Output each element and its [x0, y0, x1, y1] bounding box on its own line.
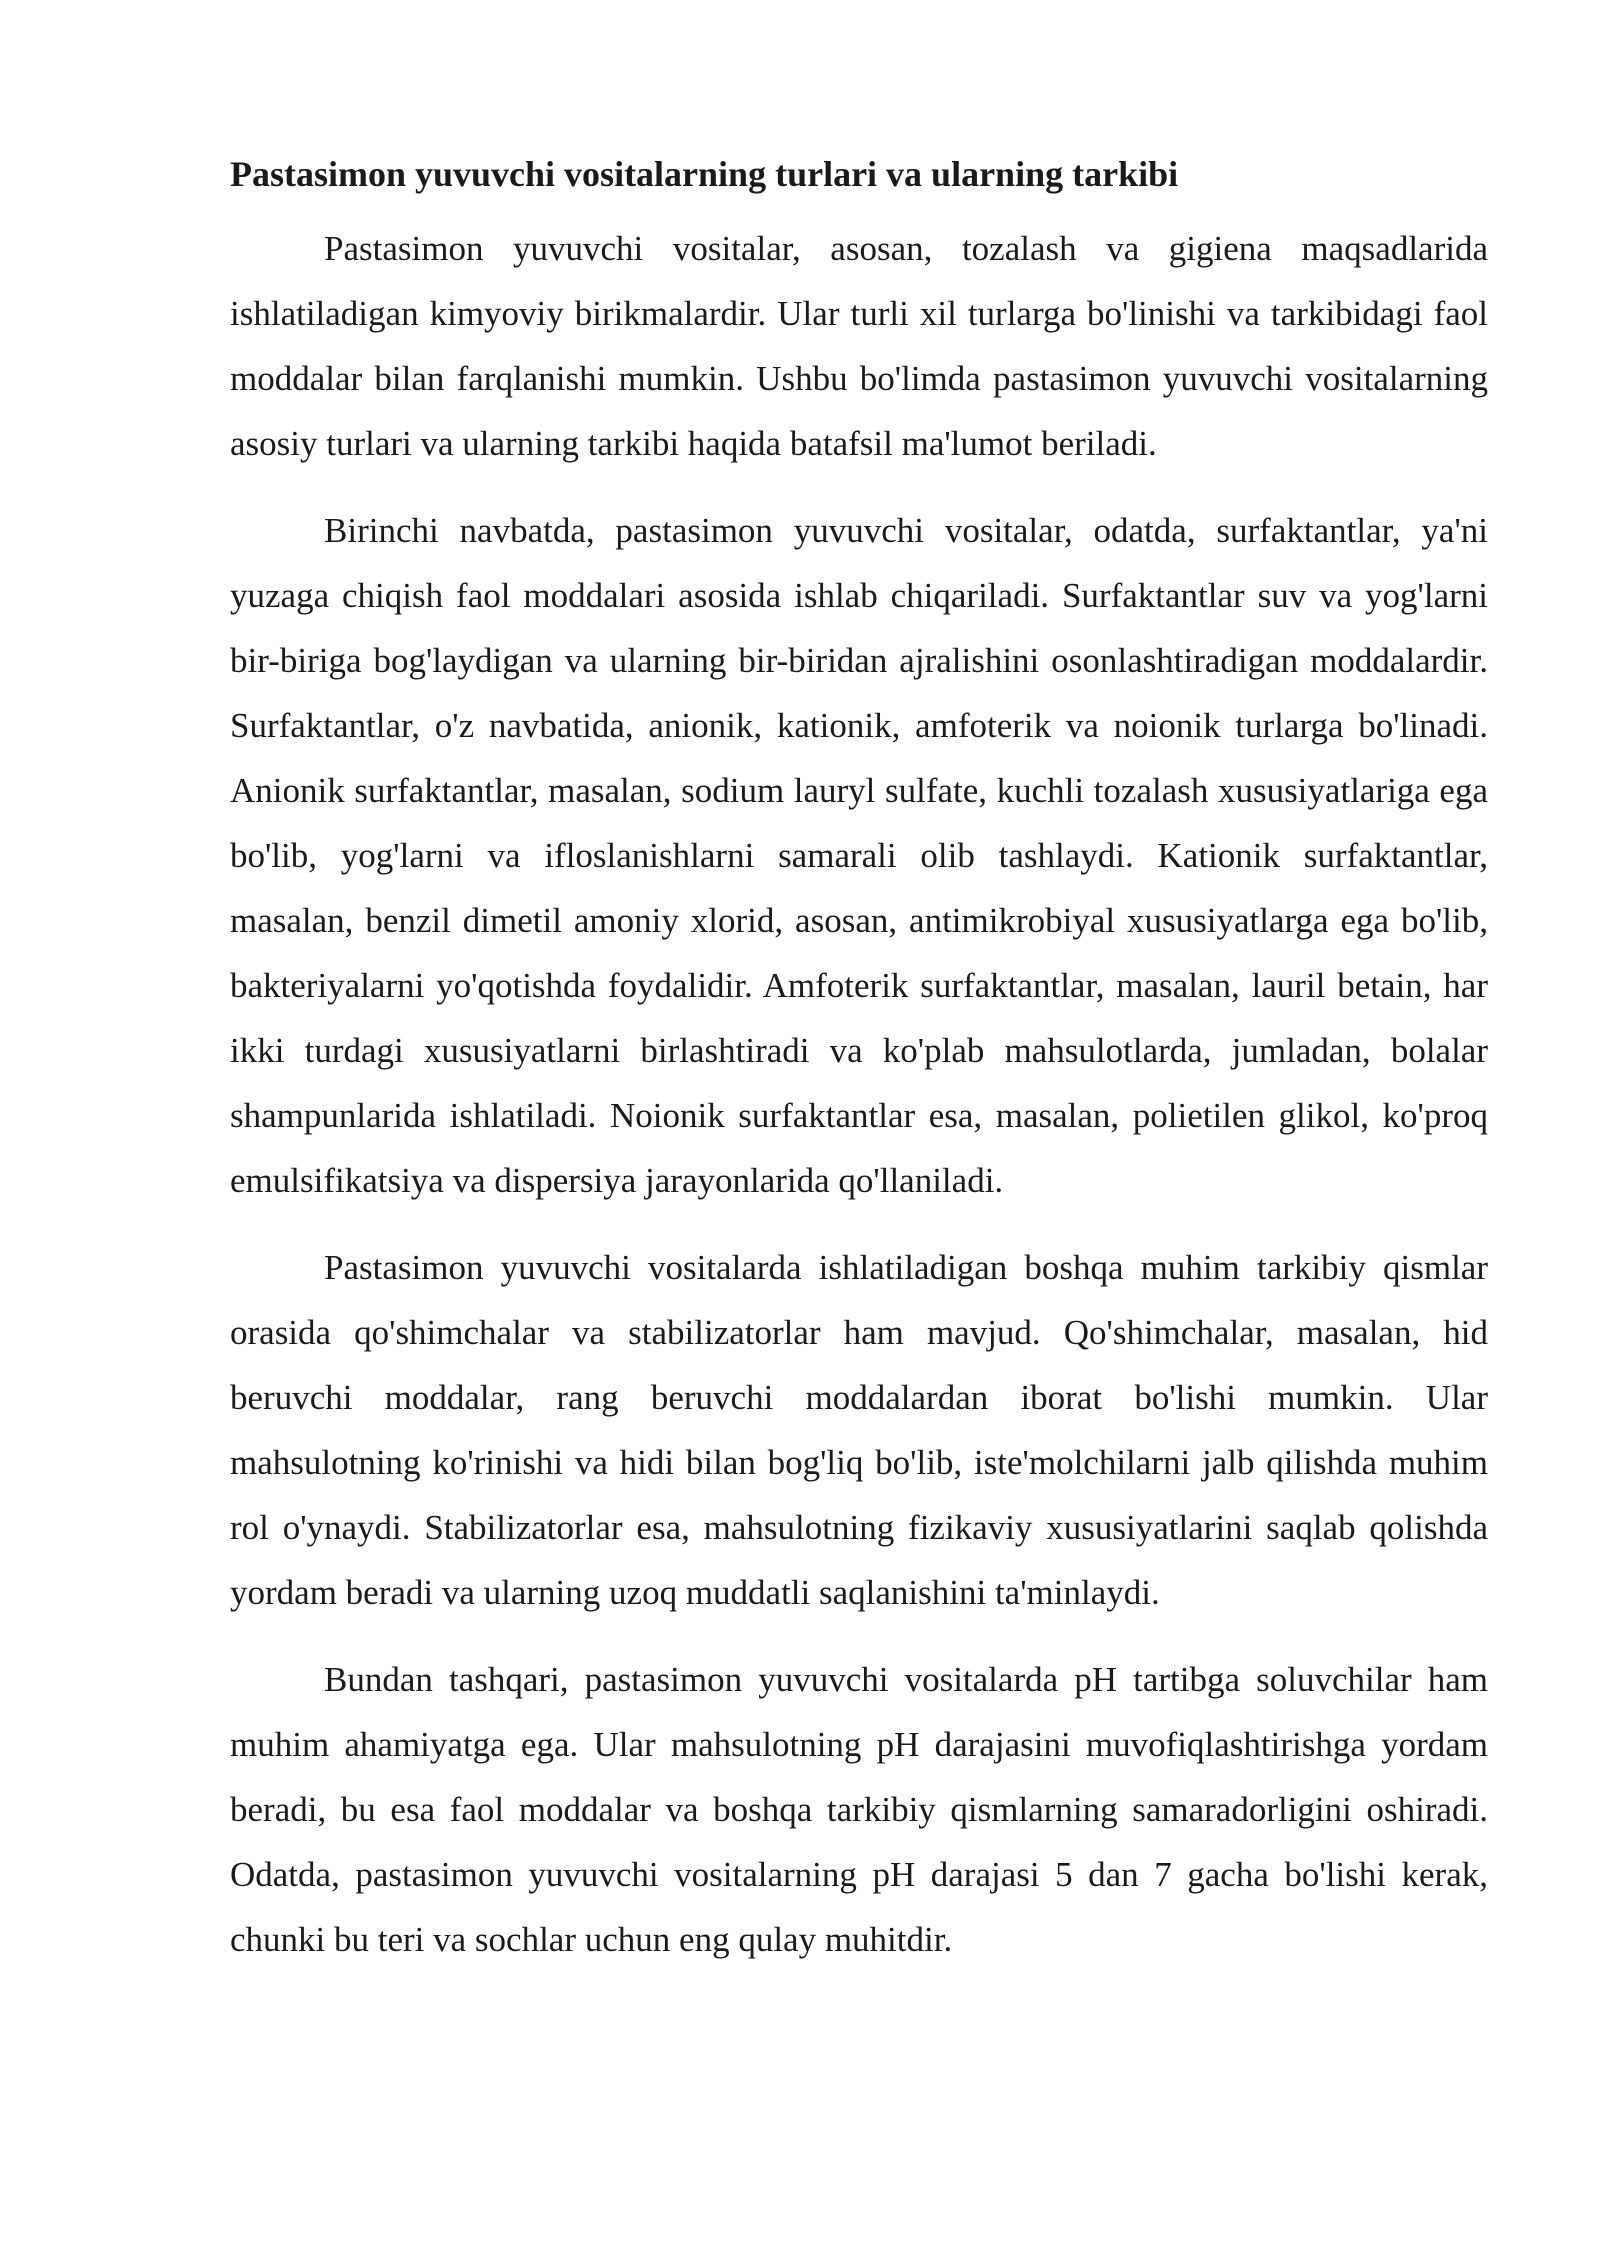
- document-title: Pastasimon yuvuvchi vositalarning turlari va ularning tarkibi: [230, 154, 1179, 194]
- paragraph-intro: Pastasimon yuvuvchi vositalar, asosan, tozalash va gigiena maqsadlarida ishlatiladigan kimyoviy birikmalardir. Ular turli xil turlarga bo'linishi va tarkibidagi faol moddalar bilan farqlanishi mumkin. Ushbu bo'limda pastasimon yuvuvchi vositalarning asosiy turlari va ularning tarkibi haqida batafsil ma'lumot beriladi.: [230, 229, 1488, 463]
- paragraph-ph-regulators: Bundan tashqari, pastasimon yuvuvchi vositalarda pH tartibga soluvchilar ham muhim ahamiyatga ega. Ular mahsulotning pH darajasini muvofiqlashtirishga yordam beradi, bu esa faol moddalar va boshqa tarkibiy qismlarning samaradorligini oshiradi. Odatda, pastasimon yuvuvchi vositalarning pH darajasi 5 dan 7 gacha bo'lishi kerak, chunki bu teri va sochlar uchun eng qulay muhitdir.: [230, 1660, 1488, 1959]
- document-page: [230, 150, 1488, 1994]
- paragraph-surfactants: Birinchi navbatda, pastasimon yuvuvchi vositalar, odatda, surfaktantlar, ya'ni yuzaga chiqish faol moddalari asosida ishlab chiqariladi. Surfaktantlar suv va yog'larni bir-biriga bog'laydigan va ularning bir-biridan ajralishini osonlashtiradigan moddalardir. Surfaktantlar, o'z navbatida, anionik, kationik, amfoterik va noionik turlarga bo'linadi. Anionik surfaktantlar, masalan, sodium lauryl sulfate, kuchli tozalash xususiyatlariga ega bo'lib, yog'larni va ifloslanishlarni samarali olib tashlaydi. Kationik surfaktantlar, masalan, benzil dimetil amoniy xlorid, asosan, antimikrobiyal xususiyatlarga ega bo'lib, bakteriyalarni yo'qotishda foydalidir. Amfoterik surfaktantlar, masalan, lauril betain, har ikki turdagi xususiyatlarni birlashtiradi va ko'plab mahsulotlarda, jumladan, bolalar shampunlarida ishlatiladi. Noionik surfaktantlar esa, masalan, polietilen glikol, ko'proq emulsifikatsiya va dispersiya jarayonlarida qo'llaniladi.: [230, 511, 1488, 1200]
- paragraph-additives: Pastasimon yuvuvchi vositalarda ishlatiladigan boshqa muhim tarkibiy qismlar orasida qo'shimchalar va stabilizatorlar ham mavjud. Qo'shimchalar, masalan, hid beruvchi moddalar, rang beruvchi moddalardan iborat bo'lishi mumkin. Ular mahsulotning ko'rinishi va hidi bilan bog'liq bo'lib, iste'molchilarni jalb qilishda muhim rol o'ynaydi. Stabilizatorlar esa, mahsulotning fizikaviy xususiyatlarini saqlab qolishda yordam beradi va ularning uzoq muddatli saqlanishini ta'minlaydi.: [230, 1248, 1488, 1612]
